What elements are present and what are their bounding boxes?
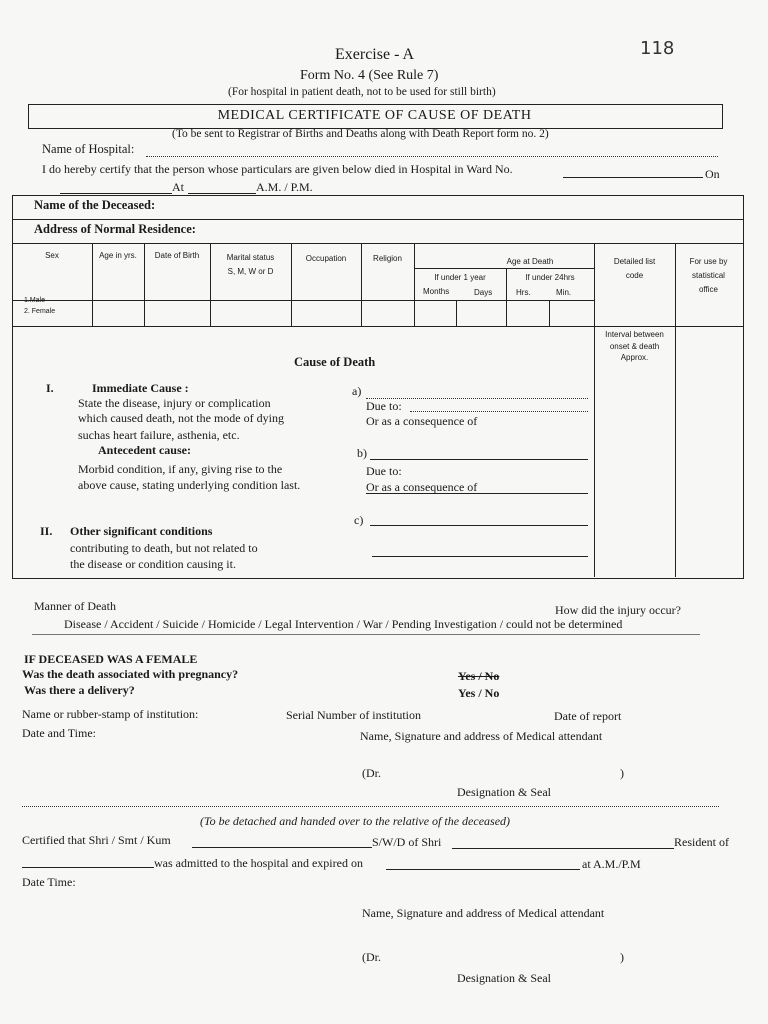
- pregnancy-question: Was the death associated with pregnancy?: [22, 667, 239, 681]
- age-death-divider: [414, 268, 594, 269]
- col-stat-2: statistical: [692, 271, 725, 280]
- pregnancy-answer[interactable]: Yes / No: [458, 669, 500, 683]
- form-number: Form No. 4 (See Rule 7): [300, 68, 439, 83]
- swd-label: S/W/D of Shri: [372, 835, 442, 849]
- due-to-1-field[interactable]: [410, 411, 588, 412]
- serial-label: Serial Number of institution: [286, 708, 421, 722]
- row-divider-4: [12, 326, 743, 327]
- immediate-title: Immediate Cause :: [92, 381, 189, 395]
- cause-b-field[interactable]: [370, 459, 588, 460]
- antecedent-title: Antecedent cause:: [98, 443, 191, 457]
- certificate-title: MEDICAL CERTIFICATE OF CAUSE OF DEATH: [217, 108, 532, 123]
- form-note: (For hospital in patient death, not to be used for still birth): [228, 86, 496, 98]
- manner-label: Manner of Death: [34, 599, 116, 613]
- admitted-text: was admitted to the hospital and expired on: [154, 856, 363, 870]
- datetime-label: Date and Time:: [22, 726, 96, 740]
- col-marital-sub: S, M, W or D: [227, 267, 274, 276]
- immediate-num: I.: [46, 381, 54, 395]
- detach-designation-seal: Designation & Seal: [457, 971, 551, 985]
- sex-male: 1.Male: [24, 297, 46, 304]
- detach-doctor-open: (Dr.: [362, 950, 381, 964]
- injury-question: How did the injury occur?: [555, 603, 681, 617]
- col-days: Days: [474, 288, 493, 297]
- other-field[interactable]: [372, 556, 588, 557]
- deceased-name-label: Name of the Deceased:: [34, 198, 156, 212]
- col-religion: Religion: [373, 254, 402, 263]
- hospital-name-field[interactable]: [146, 156, 718, 157]
- page-title: Exercise - A: [335, 46, 415, 63]
- cause-a-label: a): [352, 384, 362, 398]
- certificate-sub-note: (To be sent to Registrar of Births and Deaths along with Death Report form no. 2): [172, 128, 549, 140]
- other-desc-2: the disease or condition causing it.: [70, 557, 236, 571]
- col-occupation: Occupation: [305, 254, 347, 263]
- col-age-death: Age at Death: [506, 257, 554, 266]
- female-heading: IF DECEASED WAS A FEMALE: [24, 652, 198, 666]
- delivery-question: Was there a delivery?: [24, 683, 135, 697]
- ampm-label: A.M. / P.M.: [256, 180, 313, 194]
- doctor-open: (Dr.: [362, 766, 381, 780]
- at-ampm: at A.M./P.M: [582, 857, 641, 871]
- consequence-2: Or as a consequence of: [366, 480, 478, 494]
- col-min: Min.: [556, 288, 572, 297]
- manner-underline: [32, 634, 700, 635]
- attendant-label: Name, Signature and address of Medical attendant: [360, 729, 603, 743]
- time-field[interactable]: [188, 193, 256, 194]
- page-number: 118: [640, 38, 675, 59]
- row-divider-2: [12, 243, 743, 244]
- col-dob: Date of Birth: [154, 251, 200, 260]
- col-divider: [549, 300, 550, 326]
- row-divider-3b: [414, 300, 594, 301]
- due-to-2: Due to:: [366, 464, 402, 478]
- antecedent-desc-2: above cause, stating underlying condition last.: [78, 478, 301, 492]
- manner-options: Disease / Accident / Suicide / Homicide / Legal Intervention / War / Pending Investigation / could not be determined: [64, 617, 623, 631]
- immediate-desc-1: State the disease, injury or complication: [78, 396, 271, 410]
- cause-heading: Cause of Death: [294, 355, 376, 369]
- institution-label: Name or rubber-stamp of institution:: [22, 707, 199, 721]
- col-divider: [594, 243, 595, 577]
- date-time-label: Date Time:: [22, 875, 76, 889]
- cause-c-label: c): [354, 513, 364, 527]
- cause-b-label: b): [357, 446, 367, 460]
- interval-label-1: Interval between: [605, 330, 664, 339]
- cause-c-field[interactable]: [370, 525, 588, 526]
- on-label: On: [705, 167, 720, 181]
- hospital-name-label: Name of Hospital:: [42, 142, 135, 156]
- antecedent-desc-1: Morbid condition, if any, giving rise to the: [78, 462, 283, 476]
- report-date-label: Date of report: [554, 709, 622, 723]
- designation-seal: Designation & Seal: [457, 785, 551, 799]
- doctor-close: ): [620, 766, 624, 780]
- other-num: II.: [40, 524, 53, 538]
- detach-doctor-close: ): [620, 950, 624, 964]
- swd-name-field[interactable]: [452, 848, 674, 849]
- consequence-2-field[interactable]: [366, 493, 588, 494]
- resident-label: Resident of: [674, 835, 729, 849]
- delivery-answer[interactable]: Yes / No: [458, 686, 500, 700]
- col-detailed-sub: code: [625, 271, 644, 280]
- other-desc-1: contributing to death, but not related to: [70, 541, 258, 555]
- row-divider-3: [12, 300, 416, 301]
- address-label: Address of Normal Residence:: [34, 222, 196, 236]
- certify-text: I do hereby certify that the person whose particulars are given below died in Hospital in Ward No.: [42, 162, 513, 176]
- resident-field[interactable]: [22, 867, 154, 868]
- col-under-year: If under 1 year: [434, 273, 486, 282]
- interval-label-3: Approx.: [620, 353, 649, 362]
- col-detailed: Detailed list: [613, 257, 656, 266]
- col-under-24: If under 24hrs: [525, 273, 575, 282]
- col-sex: Sex: [45, 251, 59, 260]
- at-label: At: [172, 180, 184, 194]
- interval-label-2: onset & death: [609, 342, 660, 351]
- ward-number-field[interactable]: [563, 177, 703, 178]
- row-divider-1: [12, 219, 743, 220]
- col-stat-1: For use by: [689, 257, 728, 266]
- immediate-desc-2: which caused death, not the mode of dying: [78, 411, 284, 425]
- immediate-desc-3: suchas heart failure, asthenia, etc.: [78, 428, 240, 442]
- detach-note: (To be detached and handed over to the relative of the deceased): [200, 814, 511, 828]
- consequence-1: Or as a consequence of: [366, 414, 478, 428]
- col-hrs: Hrs.: [516, 288, 531, 297]
- certified-prefix: Certified that Shri / Smt / Kum: [22, 833, 171, 847]
- col-divider: [414, 243, 415, 326]
- certified-name-field[interactable]: [192, 847, 372, 848]
- date-field[interactable]: [60, 193, 172, 194]
- detach-attendant-label: Name, Signature and address of Medical attendant: [362, 906, 605, 920]
- sex-female: 2. Female: [24, 308, 56, 315]
- detach-line: [22, 806, 719, 807]
- col-stat-3: office: [699, 285, 718, 294]
- col-age: Age in yrs.: [99, 251, 137, 260]
- col-marital: Marital status: [226, 253, 275, 262]
- other-title: Other significant conditions: [70, 524, 213, 538]
- col-divider: [456, 300, 457, 326]
- expired-date-field[interactable]: [386, 869, 580, 870]
- col-months: Months: [423, 287, 450, 296]
- due-to-1: Due to:: [366, 399, 402, 413]
